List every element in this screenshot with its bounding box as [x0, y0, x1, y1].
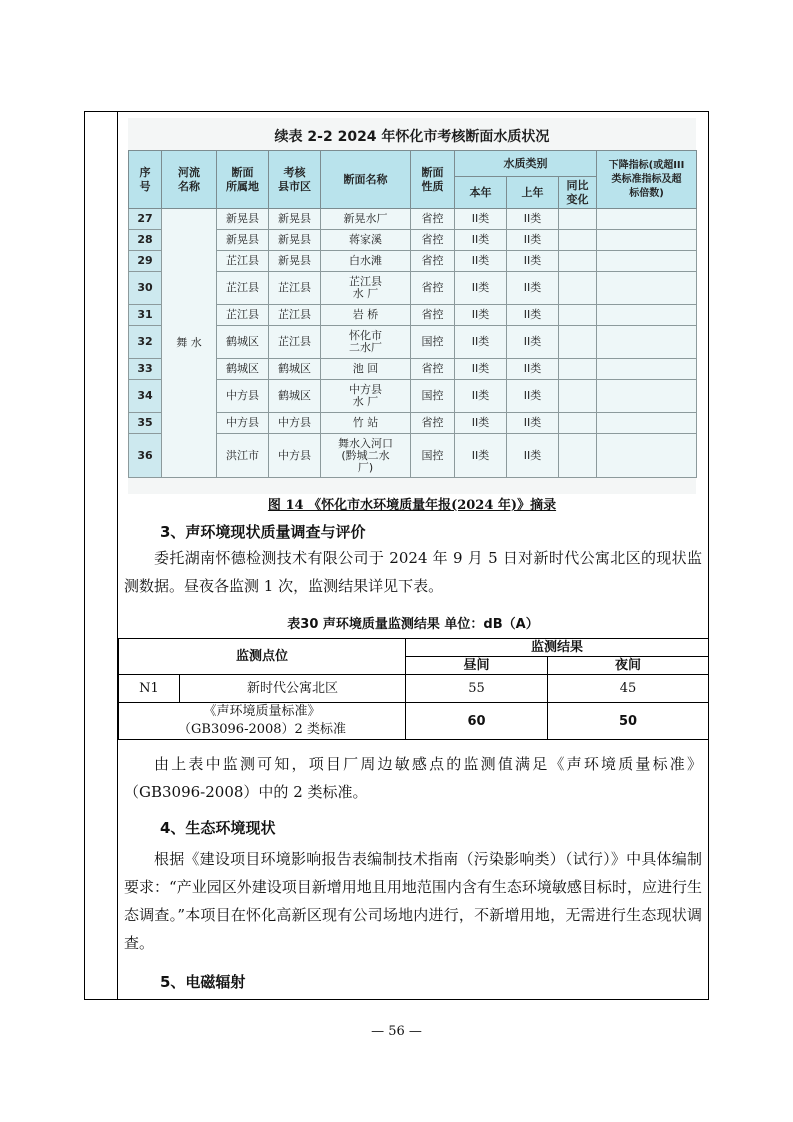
- last-year-cell: II类: [507, 251, 559, 272]
- row-number: 27: [129, 209, 162, 230]
- nature-cell: 省控: [411, 305, 455, 326]
- point-id: N1: [119, 675, 180, 703]
- header-night: 夜间: [548, 657, 709, 675]
- noise-heading: 3、声环境现状质量调查与评价: [160, 523, 366, 541]
- standard-day: 60: [406, 703, 548, 740]
- this-year-cell: II类: [455, 359, 507, 380]
- yoy-cell: [559, 380, 597, 413]
- header-day: 昼间: [406, 657, 548, 675]
- location-cell: 芷江县: [217, 305, 269, 326]
- row-number: 30: [129, 272, 162, 305]
- nature-cell: 省控: [411, 413, 455, 434]
- header-monitor-point: 监测点位: [119, 639, 406, 675]
- figure-caption: 图 14 《怀化市水环境质量年报(2024 年)》摘录: [267, 498, 557, 513]
- night-value: 45: [548, 675, 709, 703]
- yoy-cell: [559, 209, 597, 230]
- this-year-cell: II类: [455, 326, 507, 359]
- decline-cell: [597, 230, 697, 251]
- location-cell: 洪江市: [217, 434, 269, 478]
- nature-cell: 省控: [411, 251, 455, 272]
- river-name-cell: 舞 水: [162, 209, 217, 478]
- decline-cell: [597, 326, 697, 359]
- figure-table-row: [129, 209, 697, 230]
- header-last-year: 上年: [507, 177, 559, 209]
- nature-cell: 国控: [411, 434, 455, 478]
- noise-table: [118, 638, 709, 740]
- water-quality-table: [128, 150, 697, 478]
- decline-cell: [597, 380, 697, 413]
- county-cell: 中方县: [269, 413, 321, 434]
- yoy-cell: [559, 230, 597, 251]
- section-name-cell: 池 回: [321, 359, 411, 380]
- row-number: 31: [129, 305, 162, 326]
- row-number: 33: [129, 359, 162, 380]
- section-name-cell: 岩 桥: [321, 305, 411, 326]
- last-year-cell: II类: [507, 305, 559, 326]
- section-name-cell: 芷江县 水 厂: [321, 272, 411, 305]
- header-this-year: 本年: [455, 177, 507, 209]
- decline-cell: [597, 272, 697, 305]
- eco-paragraph: 根据《建设项目环境影响报告表编制技术指南（污染影响类）（试行）》中具体编制要求：“产业园区外建设项目新增用地且用地范围内含有生态环境敏感目标时，应进行生态调查。”本项目在怀化高新区现有公司场地内进行，不新增用地，无需进行生态现状调查。: [124, 850, 702, 952]
- this-year-cell: II类: [455, 434, 507, 478]
- county-cell: 新晃县: [269, 209, 321, 230]
- standard-label-line2: （GB3096-2008）2 类标准: [178, 722, 346, 737]
- row-number: 28: [129, 230, 162, 251]
- decline-cell: [597, 359, 697, 380]
- county-cell: 芷江县: [269, 326, 321, 359]
- section-name-cell: 怀化市 二水厂: [321, 326, 411, 359]
- row-number: 36: [129, 434, 162, 478]
- header-yoy: 同比 变化: [559, 177, 597, 209]
- county-cell: 芷江县: [269, 305, 321, 326]
- header-decline: 下降指标(或超III 类标准指标及超 标倍数): [597, 151, 697, 209]
- row-number: 34: [129, 380, 162, 413]
- location-cell: 中方县: [217, 380, 269, 413]
- this-year-cell: II类: [455, 230, 507, 251]
- yoy-cell: [559, 359, 597, 380]
- this-year-cell: II类: [455, 413, 507, 434]
- header-wq-class: 水质类别: [455, 151, 597, 177]
- section-name-cell: 中方县 水 厂: [321, 380, 411, 413]
- yoy-cell: [559, 434, 597, 478]
- this-year-cell: II类: [455, 305, 507, 326]
- last-year-cell: II类: [507, 413, 559, 434]
- this-year-cell: II类: [455, 251, 507, 272]
- header-section-name: 断面名称: [321, 151, 411, 209]
- row-number: 32: [129, 326, 162, 359]
- eco-heading: 4、生态环境现状: [160, 819, 276, 837]
- location-cell: 新晃县: [217, 209, 269, 230]
- yoy-cell: [559, 413, 597, 434]
- decline-cell: [597, 434, 697, 478]
- day-value: 55: [406, 675, 548, 703]
- decline-cell: [597, 305, 697, 326]
- this-year-cell: II类: [455, 209, 507, 230]
- nature-cell: 省控: [411, 359, 455, 380]
- location-cell: 鹤城区: [217, 359, 269, 380]
- decline-cell: [597, 251, 697, 272]
- county-cell: 鹤城区: [269, 380, 321, 413]
- location-cell: 新晃县: [217, 230, 269, 251]
- section-name-cell: 竹 站: [321, 413, 411, 434]
- header-assess-county: 考核 县市区: [269, 151, 321, 209]
- section-name-cell: 蒋家溪: [321, 230, 411, 251]
- nature-cell: 国控: [411, 380, 455, 413]
- nature-cell: 省控: [411, 209, 455, 230]
- yoy-cell: [559, 305, 597, 326]
- last-year-cell: II类: [507, 230, 559, 251]
- nature-cell: 省控: [411, 272, 455, 305]
- nature-cell: 省控: [411, 230, 455, 251]
- last-year-cell: II类: [507, 326, 559, 359]
- yoy-cell: [559, 251, 597, 272]
- nature-cell: 国控: [411, 326, 455, 359]
- location-cell: 芷江县: [217, 251, 269, 272]
- county-cell: 芷江县: [269, 272, 321, 305]
- section-name-cell: 舞水入河口 (黔城二水 厂): [321, 434, 411, 478]
- em-heading: 5、电磁辐射: [160, 973, 246, 991]
- this-year-cell: II类: [455, 380, 507, 413]
- county-cell: 鹤城区: [269, 359, 321, 380]
- header-river: 河流 名称: [162, 151, 217, 209]
- standard-label-line1: 《声环境质量标准》: [203, 704, 321, 719]
- location-cell: 鹤城区: [217, 326, 269, 359]
- yoy-cell: [559, 272, 597, 305]
- point-name: 新时代公寓北区: [180, 675, 406, 703]
- page-number: — 56 —: [371, 1024, 422, 1039]
- header-nature: 断面 性质: [411, 151, 455, 209]
- section-name-cell: 白水滩: [321, 251, 411, 272]
- decline-cell: [597, 413, 697, 434]
- county-cell: 中方县: [269, 434, 321, 478]
- standard-night: 50: [548, 703, 709, 740]
- county-cell: 新晃县: [269, 251, 321, 272]
- last-year-cell: II类: [507, 380, 559, 413]
- header-seq: 序 号: [129, 151, 162, 209]
- location-cell: 芷江县: [217, 272, 269, 305]
- figure-title: 续表 2-2 2024 年怀化市考核断面水质状况: [274, 129, 550, 145]
- yoy-cell: [559, 326, 597, 359]
- standard-label: [119, 703, 406, 740]
- section-name-cell: 新晃水厂: [321, 209, 411, 230]
- conclusion-paragraph: 由上表中监测可知，项目厂周边敏感点的监测值满足《声环境质量标准》（GB3096-2008）中的 2 类标准。: [124, 755, 702, 801]
- row-number: 29: [129, 251, 162, 272]
- decline-cell: [597, 209, 697, 230]
- row-number: 35: [129, 413, 162, 434]
- this-year-cell: II类: [455, 272, 507, 305]
- last-year-cell: II类: [507, 209, 559, 230]
- last-year-cell: II类: [507, 272, 559, 305]
- last-year-cell: II类: [507, 434, 559, 478]
- noise-paragraph: 委托湖南怀德检测技术有限公司于 2024 年 9 月 5 日对新时代公寓北区的现状监测数据。昼夜各监测 1 次，监测结果详见下表。: [124, 549, 702, 595]
- header-location: 断面 所属地: [217, 151, 269, 209]
- last-year-cell: II类: [507, 359, 559, 380]
- noise-table-caption: 表30 声环境质量监测结果 单位：dB（A）: [287, 617, 539, 632]
- location-cell: 中方县: [217, 413, 269, 434]
- county-cell: 新晃县: [269, 230, 321, 251]
- header-monitor-result: 监测结果: [406, 639, 709, 657]
- scanned-figure: [128, 118, 696, 494]
